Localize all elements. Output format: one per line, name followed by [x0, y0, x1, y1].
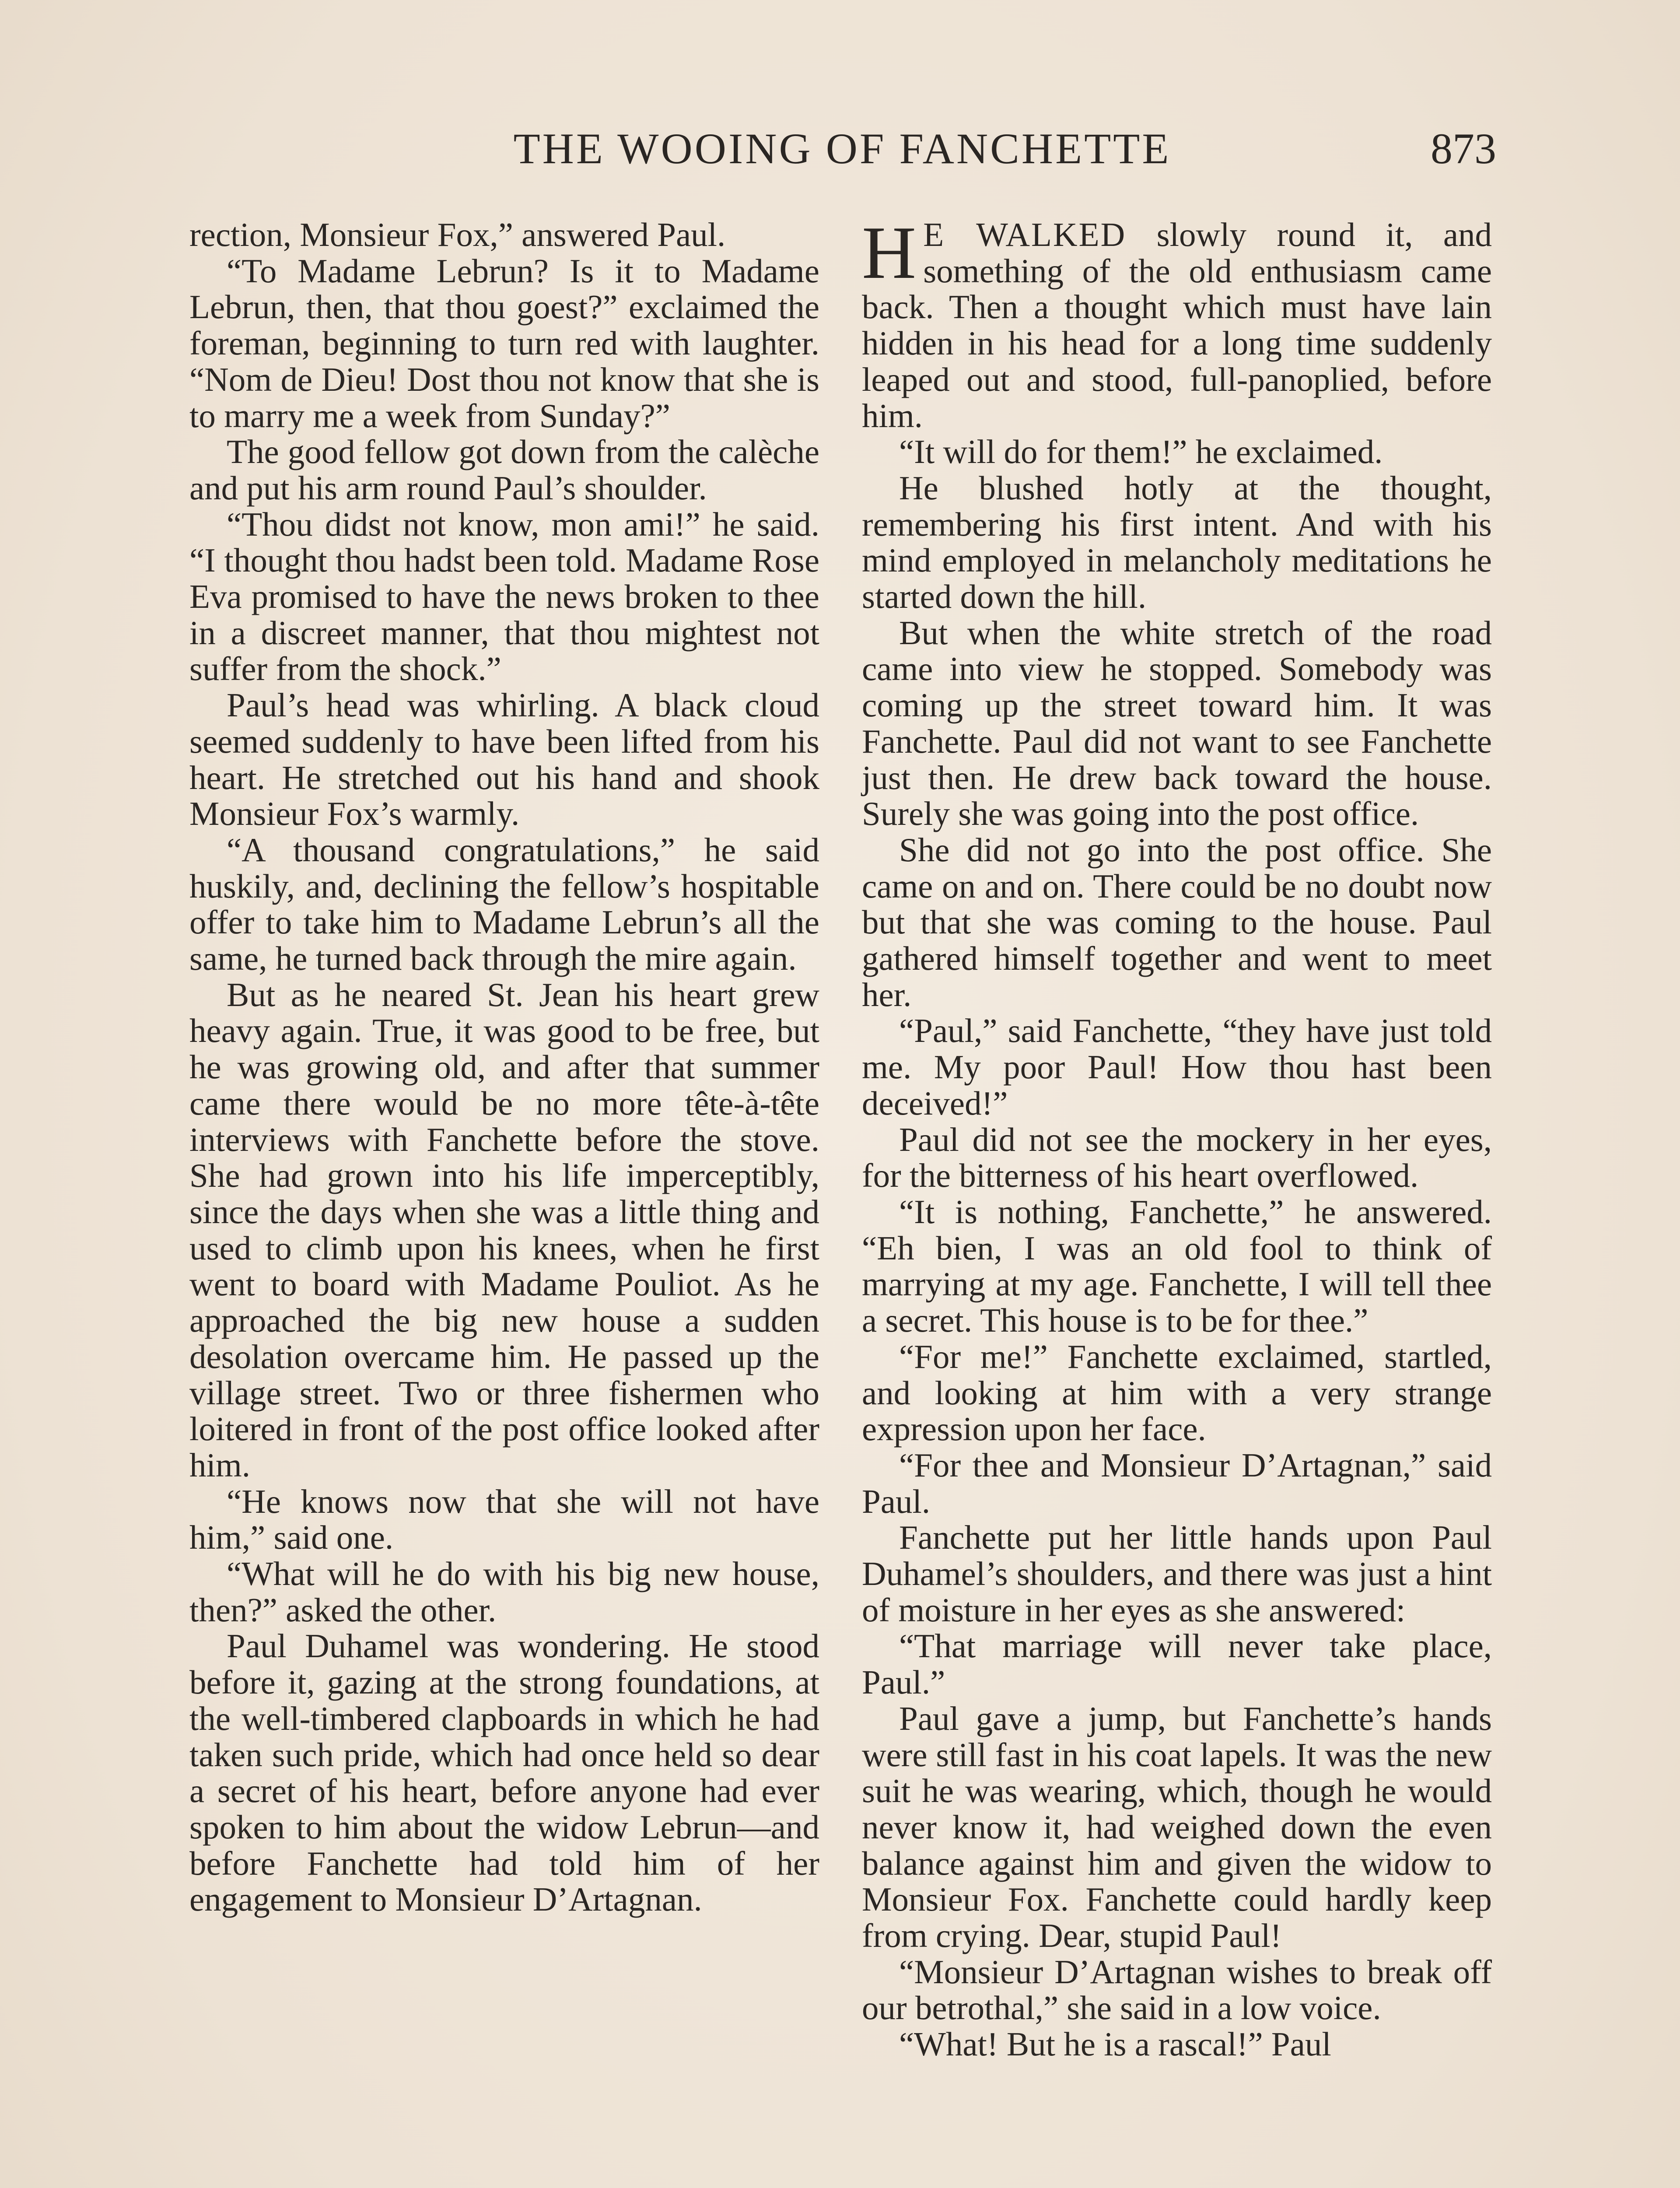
paragraph: But as he neared St. Jean his heart grew heavy again. True, it was good to be free, but he was growing old, and after that summer came there would be no more tête-à-tête interviews with Fanchette before the stove. She had grown into his life imperceptibly, since the days when she was a little thing and used to climb upon his knees, when he first went to board with Madame Pouliot. As he approached the big new house a sudden desolation overcame him. He passed up the village street. Two or three fishermen who loitered in front of the post office looked after him.: [189, 975, 819, 1484]
paragraph: The good fellow got down from the calèche and put his arm round Paul’s shoulder.: [189, 433, 819, 507]
paragraph: Paul did not see the mockery in her eyes, for the bitterness of his heart overflowed.: [862, 1120, 1492, 1195]
page-number: 873: [1431, 124, 1496, 173]
paragraph: “Monsieur D’Artagnan wishes to break off our betrothal,” she said in a low voice.: [862, 1953, 1492, 2027]
paragraph: “What will he do with his big new house, then?” asked the other.: [189, 1555, 819, 1629]
drop-cap: H: [862, 211, 917, 295]
page-header: [188, 123, 1496, 175]
opening-words: E WALKED: [923, 216, 1127, 253]
paragraph: “He knows now that she will not have him,” said one.: [189, 1482, 819, 1557]
paragraph: Fanchette put her little hands upon Paul Duhamel’s shoulders, and there was just a hint of moisture in her eyes as she answered:: [862, 1518, 1492, 1629]
left-column: [189, 217, 819, 1918]
paragraph: “It will do for them!” he exclaimed.: [899, 433, 1383, 471]
paragraph: “For thee and Monsieur D’Artagnan,” said Paul.: [862, 1446, 1492, 1520]
paragraph: Paul Duhamel was wondering. He stood before it, gazing at the strong foundations, at the well-timbered clapboards in which he had taken such pride, which had once held so dear a secret of his heart, before anyone had ever spoken to him about the widow Lebrun—and before Fanchette had told him of her engagement to Monsieur D’Artagnan.: [189, 1627, 819, 1918]
paragraph: “For me!” Fanchette exclaimed, startled, and looking at him with a very strange expression upon her face.: [862, 1337, 1492, 1448]
opening-text: slowly round it, and something of the old enthusiasm came back. Then a thought which must have lain hidden in his head for a long time suddenly leaped out and stood, full-panoplied, before him.: [862, 216, 1492, 435]
paragraph: But when the white stretch of the road came into view he stopped. Somebody was coming up the street toward him. It was Fanchette. Paul did not want to see Fanchette just then. He drew back toward the house. Surely she was going into the post office.: [862, 614, 1492, 833]
paragraph: “Paul,” said Fanchette, “they have just told me. My poor Paul! How thou hast been deceived!”: [862, 1012, 1492, 1122]
paragraph: “A thousand congratulations,” he said huskily, and, declining the fellow’s hospitable offer to take him to Madame Lebrun’s all the same, he turned back through the mire again.: [189, 831, 819, 978]
opening-paragraph: [862, 211, 1492, 435]
paragraph: He blushed hotly at the thought, remembering his first intent. And with his mind employed in melancholy meditations he started down the hill.: [862, 469, 1492, 616]
paragraph: Paul gave a jump, but Fanchette’s hands were still fast in his coat lapels. It was the new suit he was wearing, which, though he would never know it, had weighed down the even balance against him and given the widow to Monsieur Fox. Fanchette could hardly keep from crying. Dear, stupid Paul!: [862, 1699, 1492, 1955]
paragraph: “Thou didst not know, mon ami!” he said. “I thought thou hadst been told. Madame Rose Eva promised to have the news broken to thee in a discreet manner, that thou mightest not suffer from the shock.”: [189, 505, 819, 688]
right-column: [862, 211, 1492, 2063]
paragraph: “That marriage will never take place, Paul.”: [862, 1627, 1492, 1701]
paragraph: “What! But he is a rascal!” Paul: [899, 2025, 1331, 2063]
paragraph: rection, Monsieur Fox,” answered Paul.: [189, 216, 726, 253]
paragraph: “To Madame Lebrun? Is it to Madame Lebrun, then, that thou goest?” exclaimed the foreman, beginning to turn red with laughter. “Nom de Dieu! Dost thou not know that she is to marry me a week from Sunday?”: [189, 252, 819, 435]
running-title: THE WOOING OF FANCHETTE: [513, 124, 1171, 173]
paragraph: “It is nothing, Fanchette,” he answered. “Eh bien, I was an old fool to think of marrying at my age. Fanchette, I will tell thee a secret. This house is to be for thee.”: [862, 1192, 1492, 1339]
paragraph: She did not go into the post office. She came on and on. There could be no doubt now but that she was coming to the house. Paul gathered himself together and went to meet her.: [862, 831, 1492, 1013]
paragraph: Paul’s head was whirling. A black cloud seemed suddenly to have been lifted from his heart. He stretched out his hand and shook Monsieur Fox’s warmly.: [189, 686, 819, 833]
